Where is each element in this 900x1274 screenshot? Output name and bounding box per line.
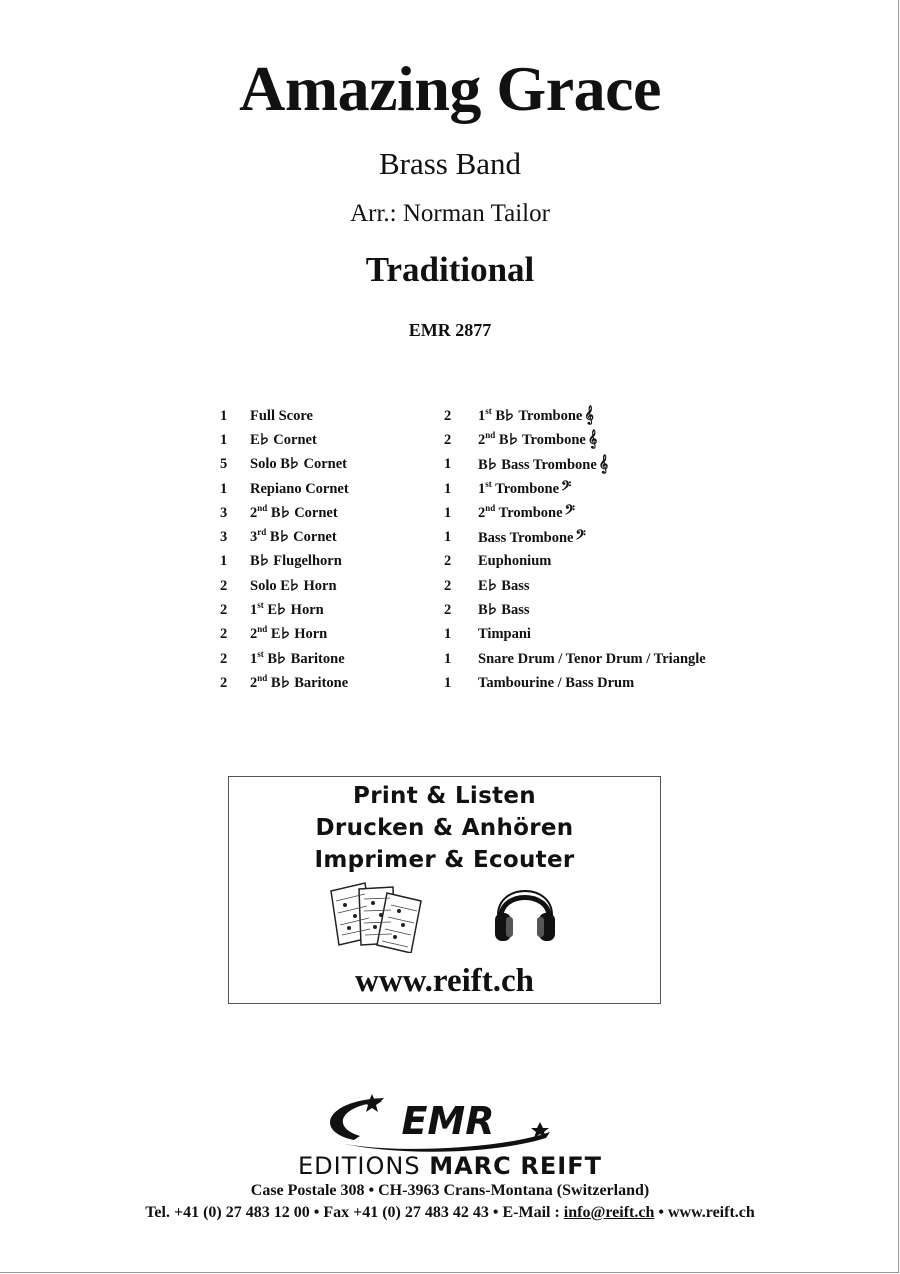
part-quantity: 2 bbox=[444, 602, 452, 619]
part-key: E bbox=[478, 577, 488, 594]
part-prefix: Solo bbox=[250, 456, 281, 473]
flat-icon bbox=[282, 677, 290, 687]
part-prefix: 1 bbox=[250, 602, 258, 619]
part-name: Cornet bbox=[273, 431, 317, 448]
part-key: E bbox=[250, 431, 260, 448]
part-ordinal-suffix: st bbox=[257, 600, 264, 611]
part-row bbox=[220, 453, 349, 477]
part-quantity: 1 bbox=[444, 456, 452, 473]
part-row bbox=[220, 525, 349, 549]
part-quantity: 3 bbox=[220, 504, 228, 521]
part-label bbox=[478, 431, 597, 449]
website-link[interactable]: www.reift.ch bbox=[354, 963, 535, 999]
flat-icon bbox=[489, 604, 497, 614]
part-row bbox=[220, 404, 349, 428]
part-label bbox=[478, 675, 634, 692]
part-row bbox=[220, 574, 349, 598]
promo-line-german: Drucken & Anhören bbox=[315, 815, 574, 841]
part-key: E bbox=[267, 602, 278, 619]
promo-line-english: Print & Listen bbox=[353, 783, 536, 809]
emr-logo-text: EMR bbox=[401, 1099, 495, 1143]
flat-icon bbox=[506, 410, 514, 420]
part-quantity: 2 bbox=[444, 431, 452, 448]
part-ordinal-suffix: st bbox=[257, 648, 264, 659]
part-name: Bass Trombone bbox=[478, 529, 574, 546]
part-label bbox=[250, 408, 313, 425]
print-listen-box[interactable] bbox=[228, 776, 661, 1004]
bass-clef-icon: 𝄢 bbox=[575, 526, 586, 546]
part-label bbox=[250, 432, 317, 449]
part-name: Cornet bbox=[303, 456, 348, 473]
part-name: Bass bbox=[501, 602, 530, 619]
part-quantity: 1 bbox=[444, 626, 452, 643]
part-name: Horn bbox=[290, 602, 324, 619]
part-quantity: 2 bbox=[220, 626, 228, 643]
publisher-word-reift: REIFT bbox=[520, 1152, 602, 1180]
publisher-word-editions: EDITIONS bbox=[298, 1152, 430, 1180]
part-quantity: 2 bbox=[444, 553, 452, 570]
part-name: Baritone bbox=[290, 650, 345, 667]
part-quantity: 3 bbox=[220, 529, 228, 546]
part-ordinal-suffix: rd bbox=[257, 527, 267, 538]
part-row bbox=[444, 404, 706, 428]
part-label bbox=[478, 504, 575, 522]
part-row bbox=[220, 598, 349, 622]
part-label bbox=[478, 602, 530, 619]
part-name: Repiano Cornet bbox=[250, 480, 349, 497]
flat-icon bbox=[291, 458, 299, 468]
part-row bbox=[220, 623, 349, 647]
contact-phone-fax: Tel. +41 (0) 27 483 12 00 • Fax +41 (0) 27 483 42 43 • E-Mail : bbox=[145, 1204, 564, 1221]
part-row bbox=[220, 428, 349, 452]
part-name: Bass bbox=[501, 577, 530, 594]
emr-logo bbox=[314, 1092, 564, 1152]
part-label bbox=[250, 553, 342, 570]
arranger: Arr.: Norman Tailor bbox=[350, 200, 550, 227]
part-label bbox=[250, 578, 337, 595]
part-name: Baritone bbox=[294, 674, 349, 691]
part-row bbox=[220, 501, 349, 525]
contact-website: • www.reift.ch bbox=[654, 1204, 755, 1221]
flat-icon bbox=[291, 580, 299, 590]
treble-clef-icon: 𝄞 bbox=[598, 453, 609, 473]
part-row bbox=[444, 550, 706, 574]
part-key: E bbox=[280, 577, 290, 594]
page-title: Amazing Grace bbox=[239, 53, 661, 124]
part-label bbox=[250, 648, 345, 668]
flat-icon bbox=[278, 653, 286, 663]
publisher-name bbox=[0, 1152, 900, 1180]
part-name: Cornet bbox=[294, 504, 338, 521]
part-label bbox=[478, 453, 609, 474]
part-quantity: 2 bbox=[444, 407, 452, 424]
part-label bbox=[250, 626, 327, 643]
flat-icon bbox=[489, 459, 497, 469]
part-quantity: 1 bbox=[444, 674, 452, 691]
part-ordinal-suffix: nd bbox=[485, 430, 496, 441]
part-quantity: 1 bbox=[220, 431, 228, 448]
part-name: Flugelhorn bbox=[273, 553, 342, 570]
part-prefix: Solo bbox=[250, 577, 281, 594]
part-ordinal-suffix: nd bbox=[485, 503, 496, 514]
part-label bbox=[250, 529, 337, 546]
flat-icon bbox=[261, 434, 269, 444]
part-name: Horn bbox=[303, 577, 337, 594]
part-quantity: 2 bbox=[444, 577, 452, 594]
part-key: B bbox=[270, 674, 281, 691]
part-key: B bbox=[280, 456, 290, 473]
part-quantity: 1 bbox=[220, 407, 228, 424]
part-label bbox=[478, 651, 706, 668]
part-quantity: 1 bbox=[444, 480, 452, 497]
flat-icon bbox=[261, 555, 269, 565]
flat-icon bbox=[282, 628, 290, 638]
part-ordinal-suffix: st bbox=[485, 479, 492, 490]
part-prefix: 2 bbox=[250, 674, 258, 691]
part-quantity: 1 bbox=[220, 480, 228, 497]
part-row bbox=[220, 477, 349, 501]
part-key: B bbox=[495, 408, 506, 425]
part-name: Euphonium bbox=[478, 553, 552, 570]
part-prefix: 2 bbox=[250, 626, 258, 643]
composer: Traditional bbox=[365, 250, 535, 289]
part-quantity: 2 bbox=[220, 650, 228, 667]
sheet-music-icon bbox=[329, 881, 425, 953]
flat-icon bbox=[510, 434, 518, 444]
part-row bbox=[444, 501, 706, 525]
email-link[interactable]: info@reift.ch bbox=[563, 1204, 655, 1221]
part-prefix: 1 bbox=[250, 650, 258, 667]
part-key: B bbox=[250, 553, 260, 570]
part-key: B bbox=[270, 504, 281, 521]
part-row bbox=[220, 647, 349, 671]
part-name: Snare Drum / Tenor Drum / Triangle bbox=[478, 650, 706, 667]
part-name: Full Score bbox=[250, 407, 313, 424]
part-name: Bass Trombone bbox=[501, 456, 597, 473]
part-quantity: 1 bbox=[444, 504, 452, 521]
part-label bbox=[250, 505, 338, 522]
part-label bbox=[478, 578, 530, 595]
part-quantity: 2 bbox=[220, 577, 228, 594]
part-label bbox=[478, 553, 551, 570]
bass-clef-icon: 𝄢 bbox=[561, 478, 572, 498]
part-ordinal-suffix: nd bbox=[257, 503, 268, 513]
part-row bbox=[444, 477, 706, 501]
part-prefix: 2 bbox=[478, 505, 486, 522]
part-key: B bbox=[269, 529, 280, 546]
part-label bbox=[478, 407, 594, 425]
part-quantity: 1 bbox=[220, 553, 228, 570]
part-label bbox=[250, 602, 324, 619]
part-row bbox=[444, 647, 706, 671]
part-name: Trombone bbox=[518, 408, 583, 425]
part-label bbox=[478, 526, 586, 547]
bass-clef-icon: 𝄢 bbox=[564, 502, 575, 522]
part-quantity: 1 bbox=[444, 529, 452, 546]
part-row bbox=[220, 550, 349, 574]
part-row bbox=[444, 671, 706, 695]
part-label bbox=[250, 456, 347, 473]
part-name: Trombone bbox=[495, 481, 560, 498]
part-row bbox=[444, 598, 706, 622]
flat-icon bbox=[282, 507, 290, 517]
flat-icon bbox=[278, 604, 286, 614]
publisher-word-marc: MARC bbox=[429, 1152, 512, 1180]
treble-clef-icon: 𝄞 bbox=[587, 429, 598, 449]
part-quantity: 2 bbox=[220, 602, 228, 619]
part-name: Horn bbox=[294, 626, 328, 643]
part-row bbox=[220, 671, 349, 695]
flat-icon bbox=[281, 531, 289, 541]
part-quantity: 2 bbox=[220, 674, 228, 691]
parts-list-right bbox=[444, 404, 706, 696]
part-name: Timpani bbox=[478, 626, 531, 643]
part-prefix: 1 bbox=[478, 408, 486, 425]
part-label bbox=[250, 675, 348, 692]
promo-line-french: Imprimer & Ecouter bbox=[314, 847, 575, 873]
part-prefix: 2 bbox=[478, 432, 486, 449]
part-label bbox=[250, 481, 349, 498]
part-quantity: 5 bbox=[220, 456, 228, 473]
subtitle: Brass Band bbox=[378, 146, 522, 181]
part-name: Cornet bbox=[293, 529, 337, 546]
part-row bbox=[444, 525, 706, 549]
part-row bbox=[444, 453, 706, 477]
part-row bbox=[444, 623, 706, 647]
part-prefix: 2 bbox=[250, 504, 258, 521]
publisher-address: Case Postale 308 • CH-3963 Crans-Montana (Switzerland) bbox=[250, 1182, 650, 1199]
part-key: B bbox=[478, 602, 488, 619]
part-ordinal-suffix: nd bbox=[257, 673, 268, 684]
part-ordinal-suffix: st bbox=[485, 406, 492, 417]
part-row bbox=[444, 428, 706, 452]
publisher-contact bbox=[0, 1204, 900, 1222]
headphones-icon bbox=[493, 877, 557, 945]
part-row bbox=[444, 574, 706, 598]
part-key: E bbox=[270, 626, 281, 643]
catalog-number: EMR 2877 bbox=[408, 320, 492, 340]
part-ordinal-suffix: nd bbox=[257, 624, 268, 635]
part-label bbox=[478, 626, 531, 643]
treble-clef-icon: 𝄞 bbox=[584, 405, 594, 425]
part-name: Tambourine / Bass Drum bbox=[478, 674, 635, 691]
part-prefix: 1 bbox=[478, 481, 486, 498]
flat-icon bbox=[489, 580, 497, 590]
part-quantity: 1 bbox=[444, 650, 452, 667]
part-name: Trombone bbox=[521, 432, 586, 449]
part-key: B bbox=[267, 650, 278, 667]
part-label bbox=[478, 480, 571, 498]
part-key: B bbox=[498, 432, 509, 449]
part-name: Trombone bbox=[498, 505, 563, 522]
part-prefix: 3 bbox=[250, 529, 258, 546]
parts-list-left bbox=[220, 404, 349, 696]
part-key: B bbox=[478, 456, 488, 473]
